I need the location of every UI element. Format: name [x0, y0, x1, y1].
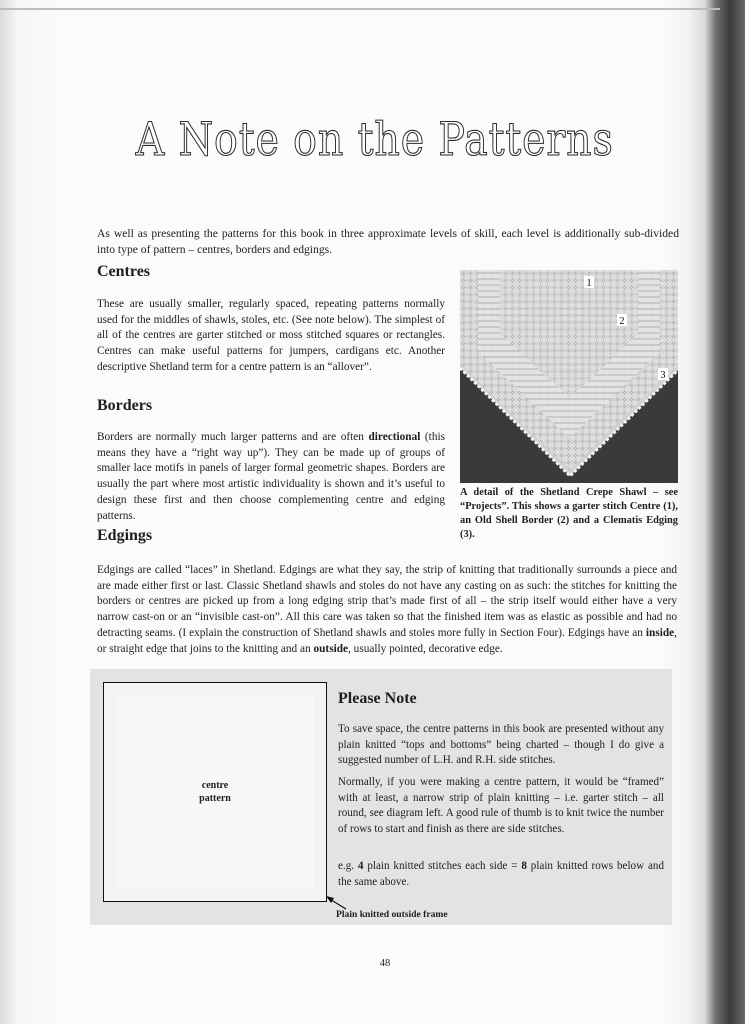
- centre-label-line-2: pattern: [199, 793, 231, 804]
- please-note-paragraph-2: Normally, if you were making a centre pattern, it would be “framed” with at least, a narrow strip of plain knitting – i.e. garter stitch – all round, see diagram left. A good rule of thumb is to knit twice the number of rows to start and finish as there are side stitches.: [338, 776, 664, 835]
- example-prefix: e.g.: [338, 860, 355, 872]
- page-title: A Note on the Patterns: [135, 112, 614, 166]
- photo-caption: A detail of the Shetland Crepe Shawl – see “Projects”. This shows a garter stitch Centre (1), an Old Shell Border (2) and a Clematis Edging (3).: [460, 487, 678, 540]
- edgings-text-2: , or straight edge that joins to the knitting and an: [97, 626, 677, 655]
- outside-term: outside: [313, 642, 349, 655]
- edgings-heading: Edgings: [97, 527, 153, 544]
- page-number: 48: [379, 958, 391, 969]
- marker-1: 1: [586, 278, 592, 289]
- marker-3: 3: [660, 370, 666, 381]
- inside-term: inside: [645, 626, 675, 639]
- edgings-text-1: Edgings are called “laces” in Shetland. Edgings are what they say, the strip of knitting that traditionally surrounds a piece and are made either first or last. Classic Shetland shawls and stoles do not have any casting on as such: the stitches for knitting the borders or centres are picked up from a long edging strip that’s made first of all – the strip itself would either have a very narrow cast-on or an “invisible cast-on”. All this care was taken so that the finished item was as elastic as possible and had no detracting seams. (I explain the construction of Shetland shawls and stoles more fully in Section Four). Edgings have an: [97, 564, 677, 639]
- frame-caption: Plain knitted outside frame: [336, 909, 448, 920]
- intro-paragraph: As well as presenting the patterns for this book in three approximate levels of skill, each level is additionally sub-divided into type of pattern – centres, borders and edgings.: [97, 227, 679, 256]
- centres-heading: Centres: [97, 263, 151, 280]
- example-rows: 8: [521, 860, 527, 872]
- directional-term: directional: [368, 431, 421, 443]
- borders-heading: Borders: [97, 397, 153, 414]
- centres-paragraph: These are usually smaller, regularly spaced, repeating patterns normally used for the middles of shawls, stoles, etc. (See note below). The simplest of all of the centres are garter stitched or moss stitched squares or rectangles. Centres can make useful patterns for jumpers, cardigans etc. Another descriptive Shetland term for a centre pattern is an “allover”.: [97, 298, 445, 373]
- please-note-paragraph-3: [338, 859, 664, 890]
- centre-label-line-1: centre: [201, 780, 229, 791]
- please-note-paragraph-1: To save space, the centre patterns in this book are presented without any plain knitted “tops and bottoms” being charted – though I do give a suggested number of L.H. and R.H. side stitches.: [338, 723, 664, 767]
- edgings-text-3: , usually pointed, decorative edge.: [348, 642, 503, 655]
- marker-2: 2: [619, 316, 625, 327]
- example-middle: plain knitted stitches each side =: [367, 860, 518, 872]
- borders-text-1: Borders are normally much larger patterns and are often: [97, 431, 364, 443]
- example-suffix: plain knitted rows below and the same above.: [338, 860, 665, 888]
- please-note-heading: Please Note: [338, 690, 417, 707]
- example-stitches: 4: [357, 860, 364, 872]
- borders-text-2: (this means they have a “right way up”). They can be made up of groups of smaller lace motifs in panels of larger formal geometric shapes. Borders are usually the part where most artistic individuality is shown and it’s useful to design these first and then choose complementing centre and edging patterns.: [97, 431, 446, 522]
